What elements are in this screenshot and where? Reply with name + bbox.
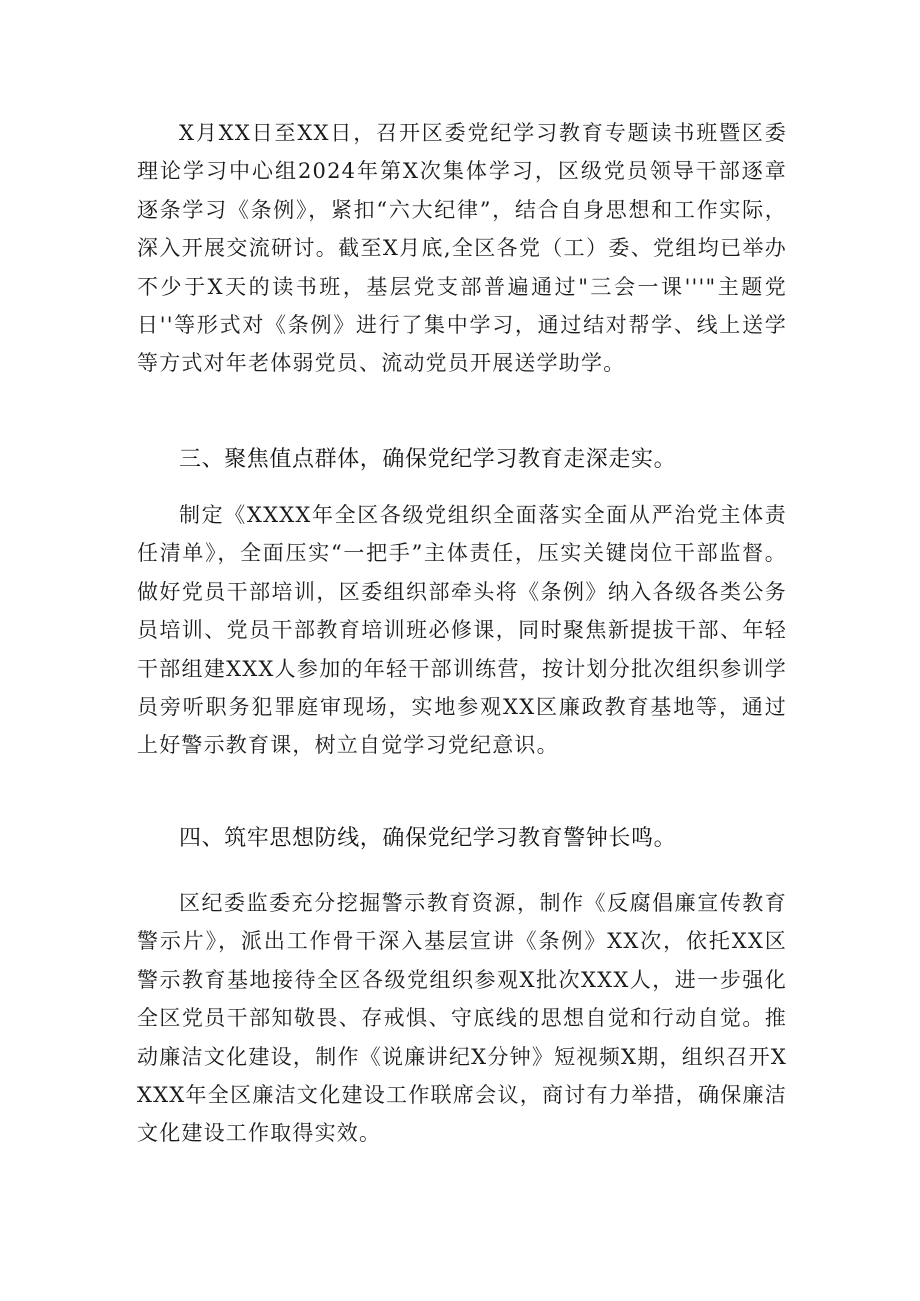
body-paragraph-2: 制定《XXXX年全区各级党组织全面落实全面从严治党主体责任清单》，全面压实“一把手”主体责任，压实关键岗位干部监督。做好党员干部培训，区委组织部牵头将《条例》纳入各级各类公务员培训、党员干部教育培训班必修课，同时聚焦新提拔干部、年轻干部组建XXX人参加的年轻干部训练营，按计划分批次组织参训学员旁听职务犯罪庭审现场，实地参观XX区廉政教育基地等，通过上好警示教育课，树立自觉学习党纪意识。 bbox=[137, 503, 787, 758]
section-heading-3: 三、聚焦值点群体，确保党纪学习教育走深走实。 bbox=[179, 447, 677, 472]
body-paragraph-3: 区纪委监委充分挖掘警示教育资源，制作《反腐倡廉宣传教育警示片》，派出工作骨干深入基层宣讲《条例》XX次，依托XX区警示教育基地接待全区各级党组织参观X批次XXX人，进一步强化全区党员干部知敬畏、存戒惧、守底线的思想自觉和行动自觉。推动廉洁文化建设，制作《说廉讲纪X分钟》短视频X期，组织召开XXXX年全区廉洁文化建设工作联席会议，商讨有力举措，确保廉洁文化建设工作取得实效。 bbox=[137, 891, 787, 1146]
section-heading-4: 四、筑牢思想防线，确保党纪学习教育警钟长鸣。 bbox=[179, 826, 677, 851]
body-paragraph-1: X月XX日至XX日，召开区委党纪学习教育专题读书班暨区委理论学习中心组2024年第X次集体学习，区级党员领导干部逐章逐条学习《条例》，紧扣“六大纪律”，结合自身思想和工作实际，深入开展交流研讨。截至X月底,全区各党（工）委、党组均已举办不少于X天的读书班，基层党支部普遍通过"三会一课'''"主题党日''等形式对《条例》进行了集中学习，通过结对帮学、线上送学等方式对年老体弱党员、流动党员开展送学助学。 bbox=[137, 121, 787, 376]
